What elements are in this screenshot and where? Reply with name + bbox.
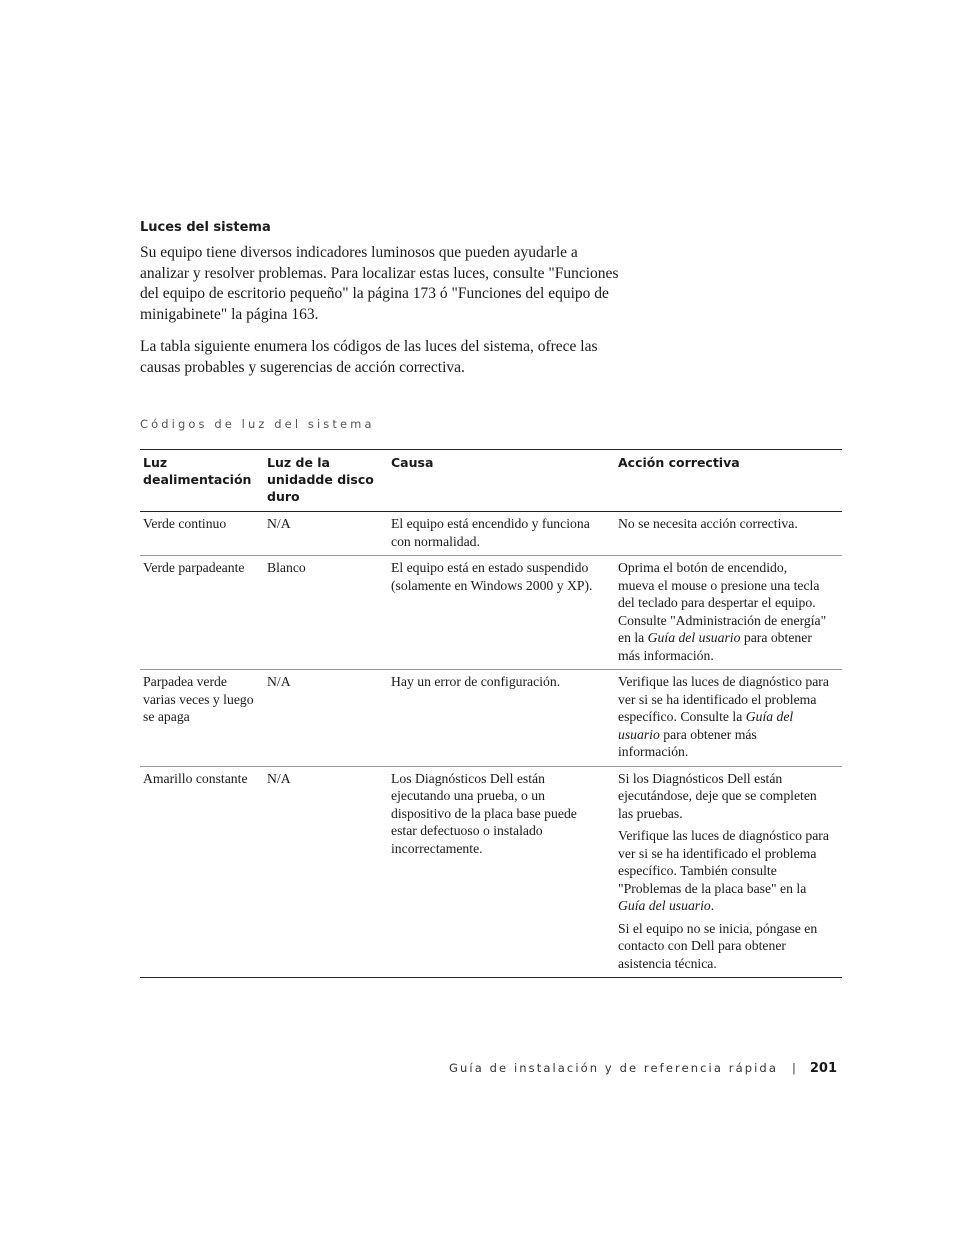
section-title: Luces del sistema (140, 220, 271, 235)
cell-disk-light: N/A (267, 770, 291, 786)
intro-line: Su equipo tiene diversos indicadores luminosos que pueden ayudarle a (140, 244, 578, 261)
page-footer (449, 1061, 837, 1076)
footer-separator: | (791, 1061, 796, 1075)
table-header-row (140, 450, 842, 512)
cell-action: Verifique las luces de diagnóstico para ver si se ha identificado el problema específico. Consulte la Guía del usuario para obtener más información. (615, 670, 842, 767)
cell-disk-light: Blanco (264, 556, 388, 670)
table-caption: Códigos de luz del sistema (140, 417, 375, 431)
cell-cause: El equipo está encendido y funciona con normalidad. (388, 512, 615, 556)
cell-action: Si los Diagnósticos Dell están ejecutándose, deje que se completen las pruebas. Verifique las luces de diagnóstico para ver si se ha identificado el problema específico. También consulte "Problemas de la placa base" en la Guía del usuario. Si el equipo no se inicia, póngase en contacto con Dell para obtener asistencia técnica. (618, 770, 829, 971)
page-number: 201 (809, 1061, 837, 1076)
footer-title: Guía de instalación y de referencia rápida (449, 1061, 778, 1075)
cell-power-light: Verde parpadeante (140, 556, 264, 670)
cell-disk-light: N/A (264, 512, 388, 556)
table-row (140, 512, 842, 556)
cell-action: No se necesita acción correctiva. (615, 512, 842, 556)
cell-power-light: Parpadea verde varias veces y luego se apaga (140, 670, 264, 767)
cell-action: Oprima el botón de encendido, mueva el mouse o presione una tecla del teclado para despertar el equipo. Consulte "Administración de energía" en la Guía del usuario para obtener más información. (615, 556, 842, 670)
intro-line: minigabinete" la página 163. (140, 305, 319, 323)
header-power-light: Luz dealimentación (140, 450, 264, 512)
cell-power-light: Amarillo constante (143, 770, 248, 786)
table-row (140, 670, 842, 767)
header-action: Acción correctiva (615, 450, 842, 512)
header-cause: Causa (388, 450, 615, 512)
table-intro-line: causas probables y sugerencias de acción correctiva. (140, 358, 465, 376)
system-lights-table (140, 449, 842, 978)
cell-cause: El equipo está en estado suspendido (solamente en Windows 2000 y XP). (388, 556, 615, 670)
cell-cause: Hay un error de configuración. (388, 670, 615, 767)
cell-cause: Los Diagnósticos Dell están ejecutando una prueba, o un dispositivo de la placa base puede estar defectuoso o instalado incorrectamente. (391, 770, 577, 856)
header-disk-light: Luz de la unidadde disco duro (264, 450, 388, 512)
cell-power-light: Verde continuo (140, 512, 264, 556)
table-row (140, 556, 842, 670)
intro-paragraph (140, 243, 640, 325)
intro-line: del equipo de escritorio pequeño" la página 173 ó "Funciones del equipo de (140, 285, 609, 302)
intro-line: analizar y resolver problemas. Para localizar estas luces, consulte "Funciones (140, 264, 619, 282)
table-intro-line: La tabla siguiente enumera los códigos de las luces del sistema, ofrece las (140, 338, 598, 355)
table-row (140, 766, 842, 978)
cell-disk-light: N/A (264, 670, 388, 767)
table-intro-paragraph (140, 337, 640, 378)
